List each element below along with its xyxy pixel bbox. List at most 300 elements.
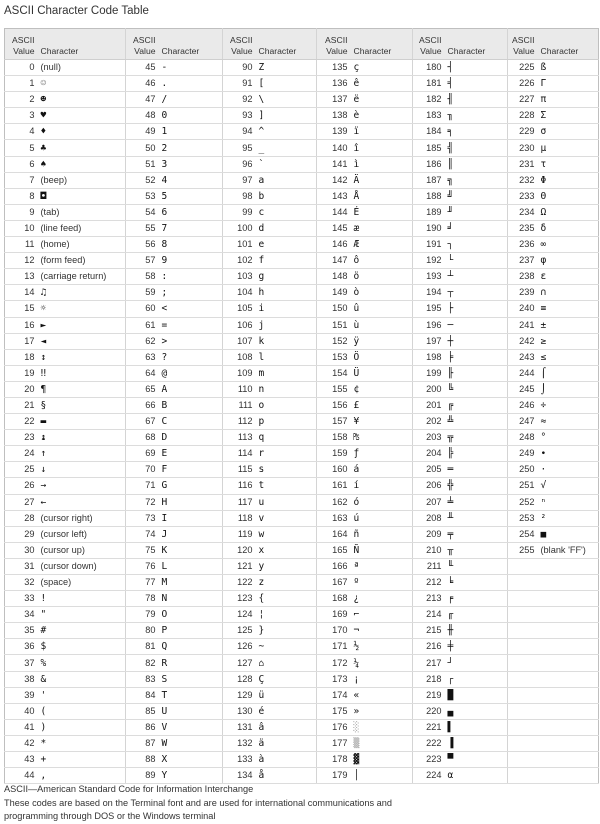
character-cell: ░: [351, 719, 413, 735]
ascii-value-cell: 63: [126, 349, 159, 365]
character-cell: Ö: [351, 349, 413, 365]
ascii-value-cell: 255: [508, 542, 538, 558]
ascii-value-cell: 98: [223, 188, 256, 204]
character-cell: ε: [538, 269, 599, 285]
ascii-value-cell: 23: [5, 430, 38, 446]
ascii-value-cell: 13: [5, 269, 38, 285]
ascii-value-cell: 159: [317, 446, 351, 462]
ascii-value-cell: 70: [126, 462, 159, 478]
character-cell: ╟: [445, 365, 508, 381]
footer-note-1: ASCII—American Standard Code for Information Interchange: [4, 784, 254, 794]
character-cell: .: [159, 76, 223, 92]
ascii-value-cell: [508, 607, 538, 623]
character-cell: ┐: [445, 237, 508, 253]
character-cell: ╚: [445, 381, 508, 397]
character-cell: Y: [159, 768, 223, 784]
character-cell: ☻: [38, 92, 126, 108]
character-cell: Σ: [538, 108, 599, 124]
character-cell: ç: [351, 60, 413, 76]
ascii-value-cell: 231: [508, 156, 538, 172]
character-cell: [538, 591, 599, 607]
character-cell: I: [159, 510, 223, 526]
character-cell: ü: [256, 687, 317, 703]
character-cell: ò: [351, 285, 413, 301]
ascii-value-cell: 248: [508, 430, 538, 446]
ascii-value-cell: 216: [413, 639, 445, 655]
ascii-value-cell: 113: [223, 430, 256, 446]
table-row: [5, 301, 599, 317]
character-cell: ▐: [445, 735, 508, 751]
ascii-value-cell: 139: [317, 124, 351, 140]
character-cell: ^: [256, 124, 317, 140]
ascii-value-cell: 9: [5, 204, 38, 220]
character-cell: H: [159, 494, 223, 510]
ascii-value-cell: 221: [413, 719, 445, 735]
character-cell: ª: [351, 558, 413, 574]
character-cell: 9: [159, 253, 223, 269]
character-cell: r: [256, 446, 317, 462]
table-row: [5, 317, 599, 333]
character-cell: ↕: [38, 349, 126, 365]
ascii-value-cell: 89: [126, 768, 159, 784]
page-title: ASCII Character Code Table: [4, 5, 149, 17]
ascii-value-cell: [508, 575, 538, 591]
ascii-value-cell: 44: [5, 768, 38, 784]
table-row: [5, 365, 599, 381]
character-cell: ╞: [445, 349, 508, 365]
ascii-value-cell: 132: [223, 735, 256, 751]
ascii-value-cell: 85: [126, 703, 159, 719]
ascii-value-cell: 218: [413, 671, 445, 687]
character-cell: ñ: [351, 526, 413, 542]
ascii-value-cell: 65: [126, 381, 159, 397]
character-cell: {: [256, 591, 317, 607]
ascii-value-cell: 144: [317, 204, 351, 220]
character-cell: [: [256, 76, 317, 92]
ascii-value-cell: 194: [413, 285, 445, 301]
character-cell: e: [256, 237, 317, 253]
character-cell: ◘: [38, 188, 126, 204]
character-cell: 4: [159, 172, 223, 188]
ascii-value-cell: 134: [223, 768, 256, 784]
character-cell: ,: [38, 768, 126, 784]
header-ascii-label: ASCII: [325, 35, 348, 45]
ascii-value-cell: 53: [126, 188, 159, 204]
character-cell: %: [38, 655, 126, 671]
ascii-value-cell: 199: [413, 365, 445, 381]
ascii-value-cell: 5: [5, 140, 38, 156]
character-cell: ¶: [38, 381, 126, 397]
character-cell: -: [159, 60, 223, 76]
ascii-value-cell: 209: [413, 526, 445, 542]
header-character: Character: [445, 29, 508, 60]
ascii-value-cell: 236: [508, 237, 538, 253]
character-cell: ╩: [445, 414, 508, 430]
ascii-value-cell: 167: [317, 575, 351, 591]
character-cell: W: [159, 735, 223, 751]
ascii-value-cell: 210: [413, 542, 445, 558]
ascii-value-cell: 81: [126, 639, 159, 655]
ascii-value-cell: [508, 735, 538, 751]
character-cell: >: [159, 333, 223, 349]
table-row: [5, 462, 599, 478]
ascii-value-cell: 56: [126, 237, 159, 253]
character-cell: ┼: [445, 333, 508, 349]
character-cell: U: [159, 703, 223, 719]
header-ascii-label: ASCII: [133, 35, 156, 45]
ascii-value-cell: 133: [223, 752, 256, 768]
ascii-value-cell: 15: [5, 301, 38, 317]
ascii-value-cell: 173: [317, 671, 351, 687]
character-cell: ∩: [538, 285, 599, 301]
ascii-value-cell: 3: [5, 108, 38, 124]
ascii-value-cell: 202: [413, 414, 445, 430]
character-cell: [538, 671, 599, 687]
character-cell: ─: [445, 317, 508, 333]
ascii-value-cell: 72: [126, 494, 159, 510]
ascii-value-cell: 36: [5, 639, 38, 655]
character-cell: Å: [351, 188, 413, 204]
character-cell: ▌: [445, 719, 508, 735]
ascii-value-cell: 242: [508, 333, 538, 349]
ascii-value-cell: 64: [126, 365, 159, 381]
table-row: [5, 269, 599, 285]
ascii-value-cell: [508, 768, 538, 784]
ascii-value-cell: 245: [508, 381, 538, 397]
character-cell: ╝: [445, 188, 508, 204]
ascii-value-cell: 196: [413, 317, 445, 333]
character-cell: t: [256, 478, 317, 494]
table-row: [5, 414, 599, 430]
table-row: [5, 397, 599, 413]
table-row: [5, 108, 599, 124]
ascii-value-cell: 214: [413, 607, 445, 623]
character-cell: [538, 752, 599, 768]
ascii-value-cell: 122: [223, 575, 256, 591]
character-cell: m: [256, 365, 317, 381]
character-cell: ╙: [445, 558, 508, 574]
ascii-value-cell: 93: [223, 108, 256, 124]
ascii-value-cell: 41: [5, 719, 38, 735]
ascii-value-cell: 186: [413, 156, 445, 172]
ascii-value-cell: 135: [317, 60, 351, 76]
ascii-value-cell: 222: [413, 735, 445, 751]
character-cell: ☼: [38, 301, 126, 317]
character-cell: [538, 575, 599, 591]
table-row: [5, 124, 599, 140]
ascii-value-cell: 126: [223, 639, 256, 655]
ascii-value-cell: 237: [508, 253, 538, 269]
ascii-value-cell: 20: [5, 381, 38, 397]
character-cell: └: [445, 253, 508, 269]
character-cell: é: [256, 703, 317, 719]
header-value-label: Value: [13, 46, 35, 56]
character-cell: ƒ: [351, 446, 413, 462]
table-body: [5, 60, 599, 784]
table-row: [5, 639, 599, 655]
character-cell: /: [159, 92, 223, 108]
ascii-value-cell: 160: [317, 462, 351, 478]
character-cell: ╕: [445, 124, 508, 140]
ascii-value-cell: 10: [5, 220, 38, 236]
character-cell: Z: [256, 60, 317, 76]
ascii-value-cell: 54: [126, 204, 159, 220]
ascii-value-cell: 11: [5, 237, 38, 253]
footer-note-3: programming through DOS or the Windows terminal: [4, 811, 216, 821]
table-row: [5, 607, 599, 623]
ascii-value-cell: 91: [223, 76, 256, 92]
header-ascii-value: [5, 29, 38, 60]
ascii-value-cell: 155: [317, 381, 351, 397]
ascii-value-cell: 62: [126, 333, 159, 349]
character-cell: b: [256, 188, 317, 204]
ascii-value-cell: 109: [223, 365, 256, 381]
character-cell: B: [159, 397, 223, 413]
ascii-value-cell: 156: [317, 397, 351, 413]
ascii-value-cell: 8: [5, 188, 38, 204]
character-cell: ╠: [445, 446, 508, 462]
character-cell: ↑: [38, 446, 126, 462]
ascii-value-cell: 161: [317, 478, 351, 494]
ascii-value-cell: 39: [5, 687, 38, 703]
character-cell: V: [159, 719, 223, 735]
ascii-value-cell: 189: [413, 204, 445, 220]
character-cell: â: [256, 719, 317, 735]
character-cell: M: [159, 575, 223, 591]
ascii-value-cell: 69: [126, 446, 159, 462]
character-cell: g: [256, 269, 317, 285]
table-row: [5, 687, 599, 703]
ascii-value-cell: 223: [413, 752, 445, 768]
character-cell: ⌂: [256, 655, 317, 671]
ascii-value-cell: 190: [413, 220, 445, 236]
character-cell: ►: [38, 317, 126, 333]
ascii-value-cell: 143: [317, 188, 351, 204]
character-cell: τ: [538, 156, 599, 172]
ascii-value-cell: 220: [413, 703, 445, 719]
ascii-value-cell: 42: [5, 735, 38, 751]
ascii-value-cell: 158: [317, 430, 351, 446]
character-cell: ¬: [351, 623, 413, 639]
character-cell: ë: [351, 92, 413, 108]
ascii-value-cell: 67: [126, 414, 159, 430]
ascii-value-cell: 123: [223, 591, 256, 607]
ascii-value-cell: 148: [317, 269, 351, 285]
character-cell: →: [38, 478, 126, 494]
character-cell: [538, 768, 599, 784]
ascii-value-cell: 175: [317, 703, 351, 719]
ascii-value-cell: 165: [317, 542, 351, 558]
character-cell: ╓: [445, 607, 508, 623]
ascii-value-cell: 162: [317, 494, 351, 510]
character-cell: 5: [159, 188, 223, 204]
ascii-value-cell: 239: [508, 285, 538, 301]
ascii-value-cell: 40: [5, 703, 38, 719]
ascii-value-cell: 228: [508, 108, 538, 124]
ascii-value-cell: 27: [5, 494, 38, 510]
table-row: [5, 156, 599, 172]
character-cell: (: [38, 703, 126, 719]
character-cell: ≡: [538, 301, 599, 317]
character-cell: i: [256, 301, 317, 317]
ascii-value-cell: 51: [126, 156, 159, 172]
header-character: Character: [38, 29, 126, 60]
character-cell: ½: [351, 639, 413, 655]
character-cell: √: [538, 478, 599, 494]
character-cell: æ: [351, 220, 413, 236]
character-cell: 8: [159, 237, 223, 253]
ascii-value-cell: 103: [223, 269, 256, 285]
character-cell: ■: [538, 526, 599, 542]
ascii-value-cell: 153: [317, 349, 351, 365]
character-cell: 6: [159, 204, 223, 220]
ascii-value-cell: 176: [317, 719, 351, 735]
character-cell: c: [256, 204, 317, 220]
ascii-value-cell: 118: [223, 510, 256, 526]
ascii-value-cell: [508, 671, 538, 687]
ascii-value-cell: 125: [223, 623, 256, 639]
ascii-value-cell: 211: [413, 558, 445, 574]
character-cell: ": [38, 607, 126, 623]
character-cell: å: [256, 768, 317, 784]
character-cell: (line feed): [38, 220, 126, 236]
ascii-value-cell: 137: [317, 92, 351, 108]
ascii-value-cell: 35: [5, 623, 38, 639]
ascii-value-cell: 198: [413, 349, 445, 365]
character-cell: l: [256, 349, 317, 365]
header-ascii-value: [126, 29, 159, 60]
ascii-value-cell: 48: [126, 108, 159, 124]
character-cell: #: [38, 623, 126, 639]
character-cell: ö: [351, 269, 413, 285]
character-cell: (cursor left): [38, 526, 126, 542]
ascii-value-cell: 121: [223, 558, 256, 574]
ascii-value-cell: 182: [413, 92, 445, 108]
table-row: [5, 671, 599, 687]
ascii-value-cell: 212: [413, 575, 445, 591]
character-cell: &: [38, 671, 126, 687]
ascii-value-cell: [508, 655, 538, 671]
ascii-value-cell: 251: [508, 478, 538, 494]
table-row: [5, 237, 599, 253]
header-ascii-value: [508, 29, 538, 60]
ascii-value-cell: 52: [126, 172, 159, 188]
character-cell: (cursor up): [38, 542, 126, 558]
character-cell: ┬: [445, 285, 508, 301]
table-row: [5, 526, 599, 542]
character-cell: á: [351, 462, 413, 478]
ascii-value-cell: 150: [317, 301, 351, 317]
table-row: [5, 752, 599, 768]
ascii-value-cell: 110: [223, 381, 256, 397]
character-cell: ¥: [351, 414, 413, 430]
character-cell: ╫: [445, 623, 508, 639]
header-value-label: Value: [326, 46, 348, 56]
ascii-value-cell: 227: [508, 92, 538, 108]
character-cell: ↨: [38, 430, 126, 446]
character-cell: S: [159, 671, 223, 687]
character-cell: ║: [445, 156, 508, 172]
ascii-value-cell: 68: [126, 430, 159, 446]
ascii-value-cell: 205: [413, 462, 445, 478]
ascii-value-cell: 58: [126, 269, 159, 285]
character-cell: ♦: [38, 124, 126, 140]
character-cell: 1: [159, 124, 223, 140]
ascii-value-cell: 146: [317, 237, 351, 253]
ascii-value-cell: 119: [223, 526, 256, 542]
table-row: [5, 253, 599, 269]
ascii-value-cell: 172: [317, 655, 351, 671]
ascii-value-cell: 238: [508, 269, 538, 285]
ascii-value-cell: 50: [126, 140, 159, 156]
character-cell: ì: [351, 156, 413, 172]
character-cell: ╤: [445, 526, 508, 542]
character-cell: ╘: [445, 575, 508, 591]
ascii-value-cell: 0: [5, 60, 38, 76]
character-cell: ╛: [445, 220, 508, 236]
ascii-value-cell: 204: [413, 446, 445, 462]
character-cell: z: [256, 575, 317, 591]
ascii-value-cell: 28: [5, 510, 38, 526]
character-cell: û: [351, 301, 413, 317]
ascii-value-cell: 244: [508, 365, 538, 381]
ascii-value-cell: 97: [223, 172, 256, 188]
ascii-value-cell: [508, 639, 538, 655]
ascii-value-cell: 80: [126, 623, 159, 639]
character-cell: ∞: [538, 237, 599, 253]
character-cell: ó: [351, 494, 413, 510]
header-character: Character: [159, 29, 223, 60]
ascii-value-cell: 92: [223, 92, 256, 108]
ascii-value-cell: 206: [413, 478, 445, 494]
table-row: [5, 140, 599, 156]
ascii-value-cell: 203: [413, 430, 445, 446]
character-cell: 3: [159, 156, 223, 172]
table-row: [5, 703, 599, 719]
character-cell: x: [256, 542, 317, 558]
ascii-value-cell: 197: [413, 333, 445, 349]
ascii-value-cell: 240: [508, 301, 538, 317]
character-cell: ÷: [538, 397, 599, 413]
ascii-value-cell: 2: [5, 92, 38, 108]
ascii-value-cell: 29: [5, 526, 38, 542]
character-cell: ▒: [351, 735, 413, 751]
character-cell: ╥: [445, 542, 508, 558]
ascii-value-cell: 124: [223, 607, 256, 623]
character-cell: ╡: [445, 76, 508, 92]
table-row: [5, 172, 599, 188]
ascii-value-cell: [508, 558, 538, 574]
character-cell: (space): [38, 575, 126, 591]
character-cell: Ä: [351, 172, 413, 188]
character-cell: ▓: [351, 752, 413, 768]
table-row: [5, 204, 599, 220]
ascii-value-cell: [508, 687, 538, 703]
character-cell: L: [159, 558, 223, 574]
table-row: [5, 285, 599, 301]
character-cell: ┤: [445, 60, 508, 76]
character-cell: w: [256, 526, 317, 542]
ascii-value-cell: [508, 703, 538, 719]
character-cell: !: [38, 591, 126, 607]
character-cell: §: [38, 397, 126, 413]
ascii-value-cell: 157: [317, 414, 351, 430]
character-cell: ◄: [38, 333, 126, 349]
character-cell: u: [256, 494, 317, 510]
ascii-value-cell: 168: [317, 591, 351, 607]
character-cell: ═: [445, 462, 508, 478]
character-cell: ├: [445, 301, 508, 317]
